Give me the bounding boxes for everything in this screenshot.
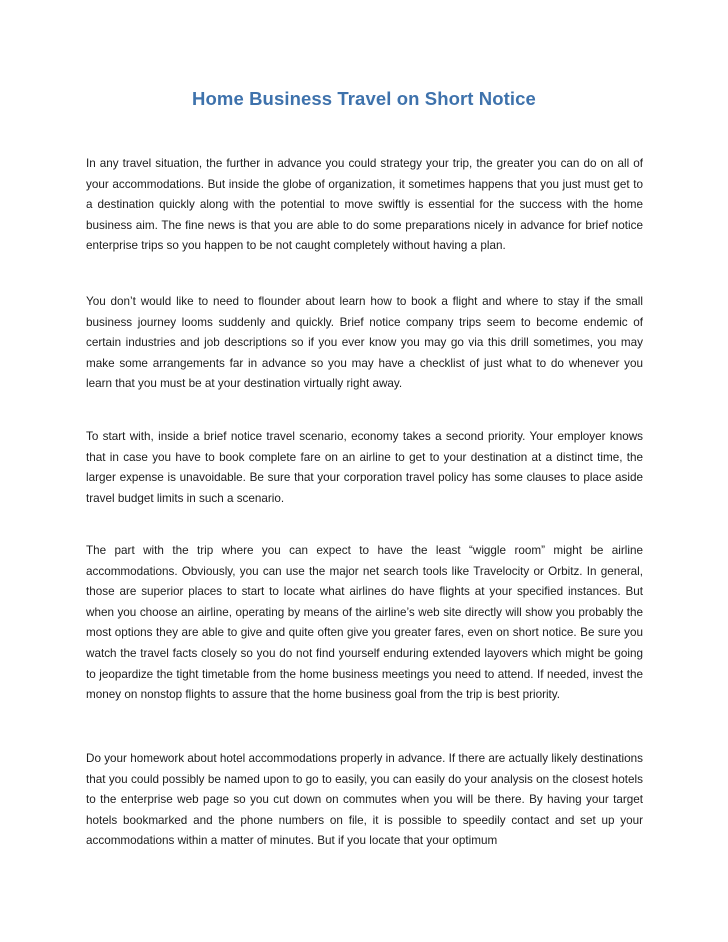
paragraph-budget: To start with, inside a brief notice travel scenario, economy takes a second priority. Your employer knows that in case you have to book complete fare on an airline to get to your destination at a distinct time, the larger expense is unavoidable. Be sure that your corporation travel policy has some clauses to place aside travel budget limits in such a scenario.	[86, 430, 643, 505]
paragraph-airline: The part with the trip where you can expect to have the least “wiggle room” might be airline accommodations. Obviously, you can use the major net search tools like Travelocity or Orbitz. In general, those are superior places to start to locate what airlines do have flights at your specified instances. But when you choose an airline, operating by means of the airline’s web site directly will show you probably the most options they are able to give and quite often give you greater fares, even on short notice. Be sure you watch the travel facts closely so you do not find yourself enduring extended layovers which might be going to jeopardize the tight timetable from the home business meetings you need to attend. If needed, invest the money on nonstop flights to assure that the home business goal from the trip is best priority.	[86, 544, 643, 702]
paragraph-planning: You don’t would like to need to flounder about learn how to book a flight and where to stay if the small business journey looms suddenly and quickly. Brief notice company trips seem to become endemic of certain industries and job descriptions so if you ever know you may go via this drill sometimes, you may make some arrangements far in advance so you may have a checklist of just what to do whenever you learn that you must be at your destination virtually right away.	[86, 295, 643, 391]
paragraph-hotel: Do your homework about hotel accommodations properly in advance. If there are actually likely destinations that you could possibly be named upon to go to easily, you can easily do your analysis on the closest hotels to the enterprise web page so you cut down on commutes when you will be there. By having your target hotels bookmarked and the phone numbers on file, it is possible to speedily contact and set up your accommodations within a matter of minutes. But if you locate that your optimum	[86, 752, 643, 848]
page-title: Home Business Travel on Short Notice	[192, 88, 536, 109]
paragraph-intro: In any travel situation, the further in advance you could strategy your trip, the greater you can do on all of your accommodations. But inside the globe of organization, it sometimes happens that you just must get to a destination quickly along with the potential to move swiftly is essential for the success with the home business aim. The fine news is that you are able to do some preparations nicely in advance for brief notice enterprise trips so you happen to be not caught completely without having a plan.	[86, 157, 643, 253]
